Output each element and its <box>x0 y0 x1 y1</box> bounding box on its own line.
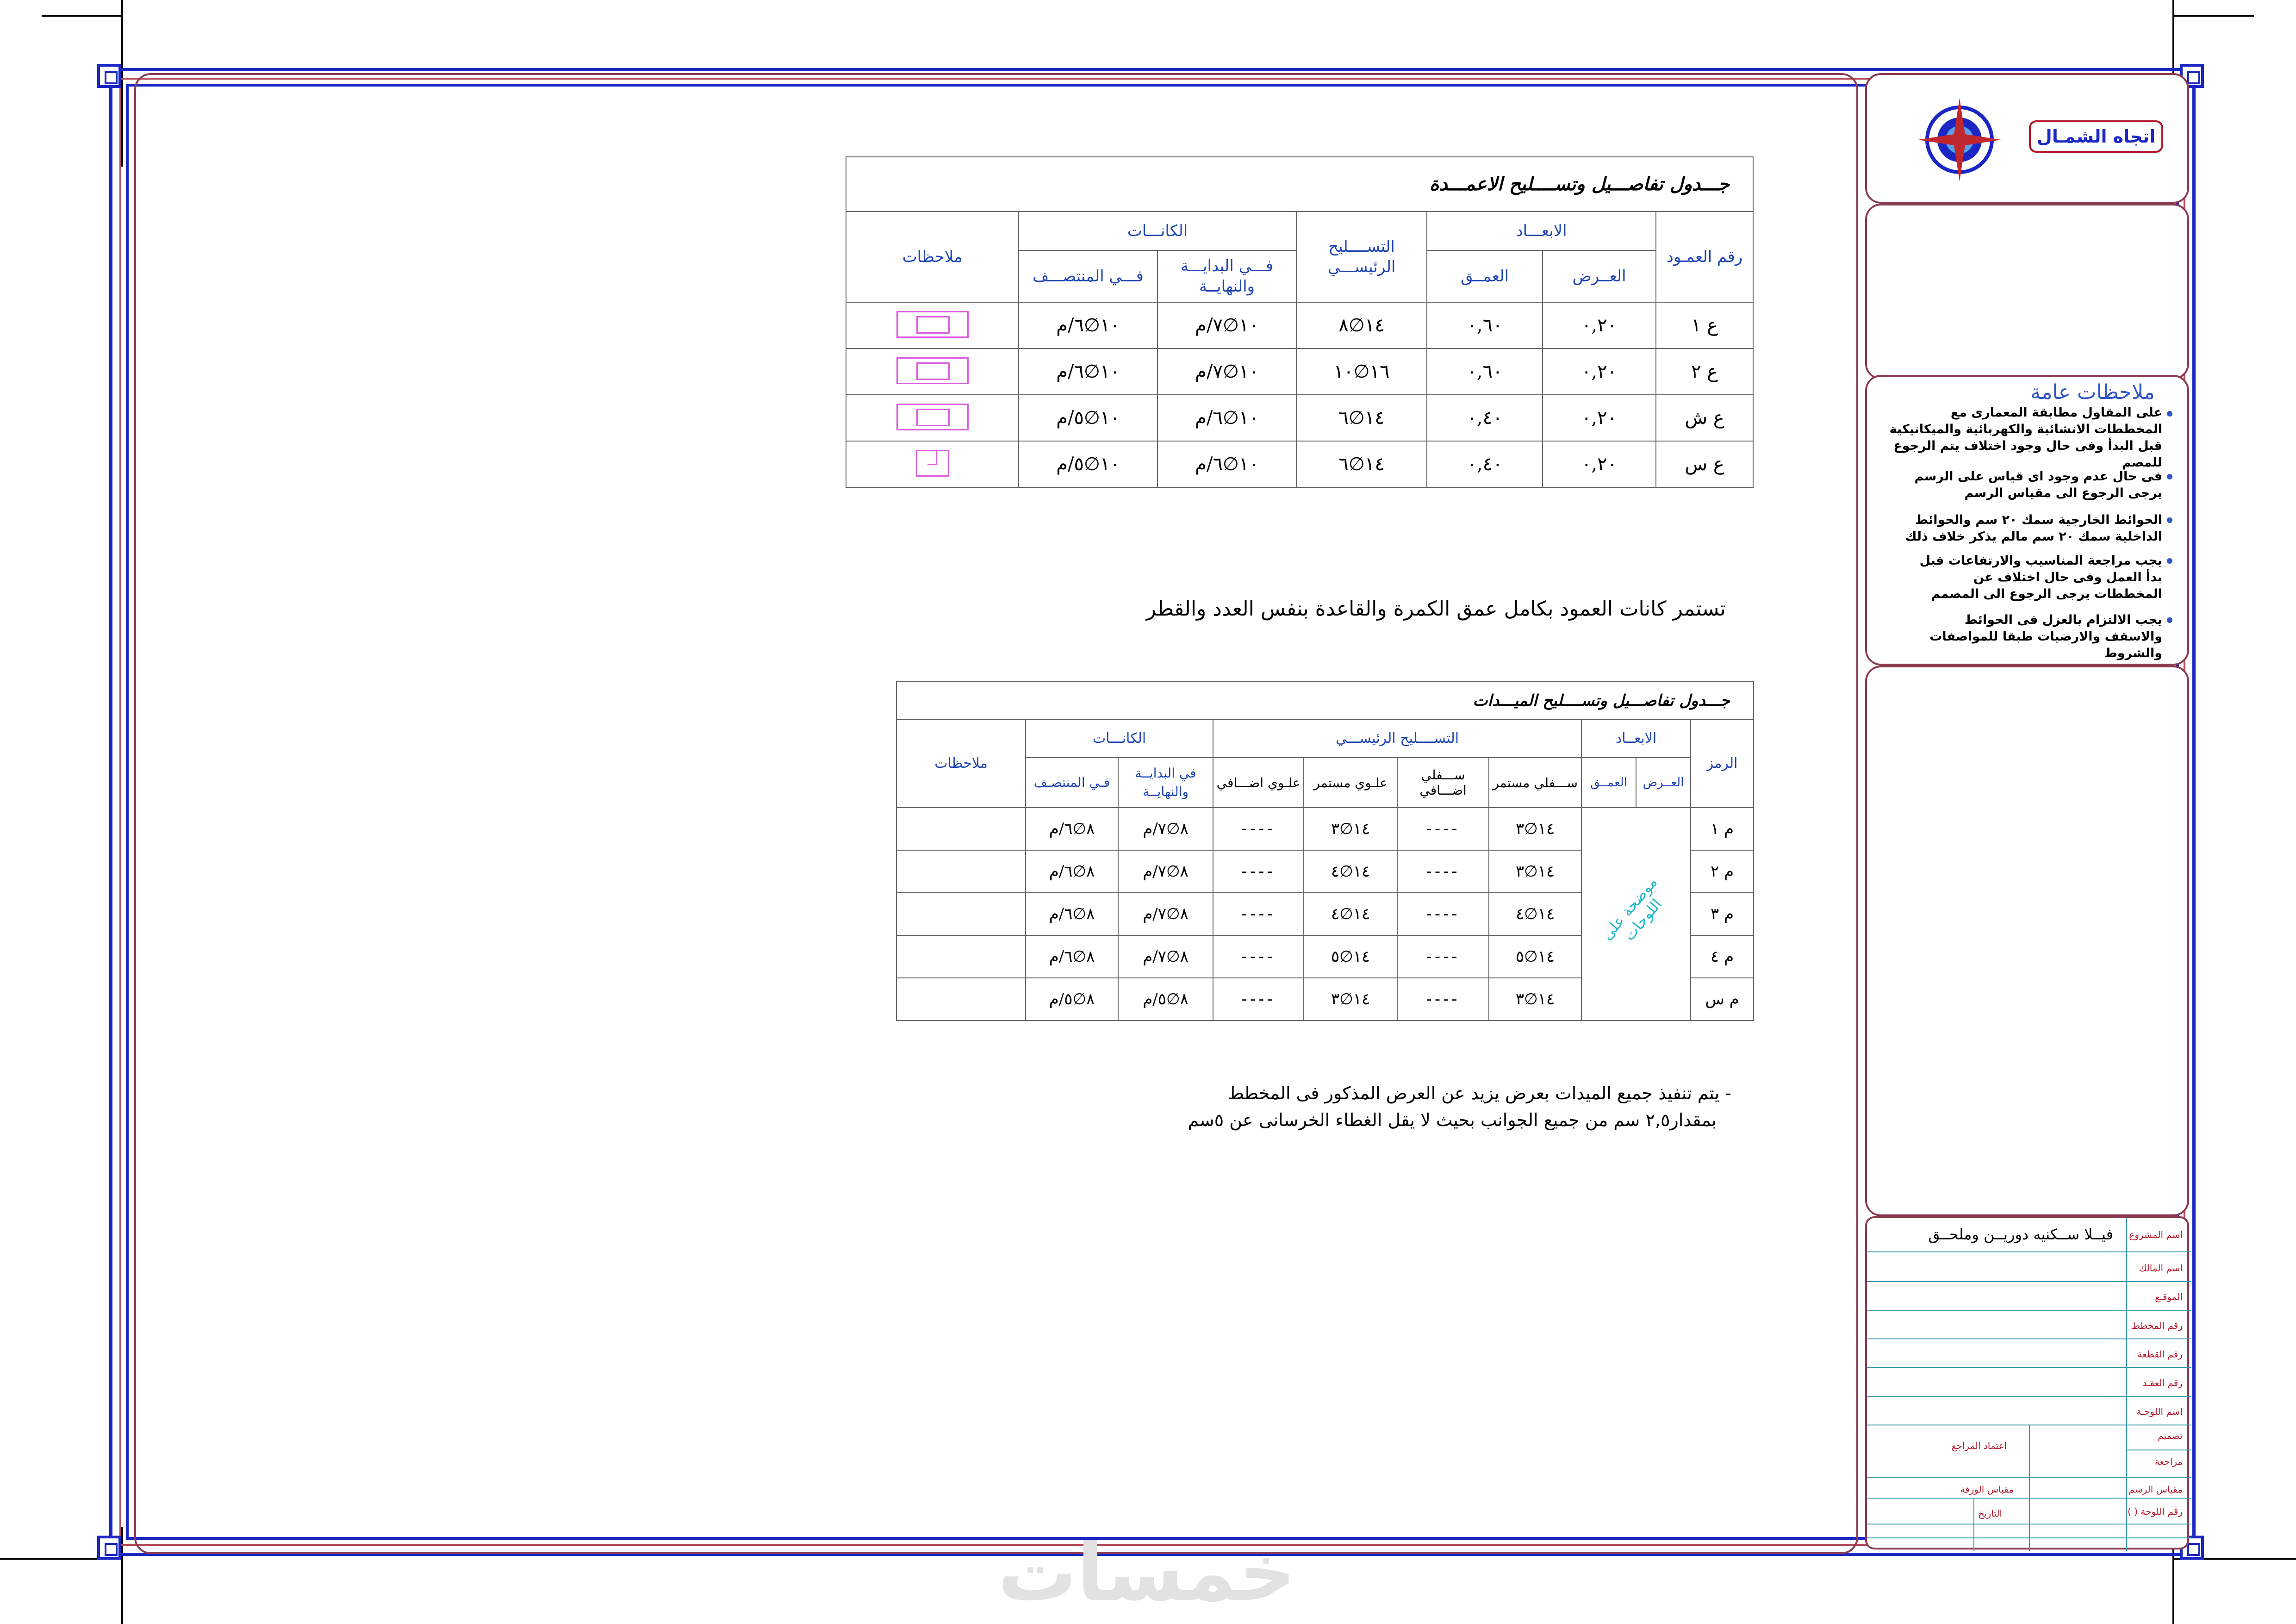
beam-bottom-cont: ١٤∅٣ <box>1489 808 1581 850</box>
tb-project-label: اسم المشروع <box>2129 1229 2183 1240</box>
dimensions-header: الابعـــاد <box>1427 212 1656 250</box>
north-arrow-icon <box>1913 93 2006 186</box>
col-start-end: ١٠∅٧/م <box>1157 348 1296 395</box>
tb-owner-label: اسم المالك <box>2139 1263 2183 1274</box>
beam-bottom-cont: ١٤∅٤ <box>1489 893 1581 935</box>
tb-date-label: التاريخ <box>1978 1508 2002 1519</box>
tb-location-label: الموقـع <box>2155 1291 2183 1302</box>
bullet-icon <box>2167 517 2172 523</box>
col-width: ٠,٢٠ <box>1543 441 1656 487</box>
beam-top-add: ---- <box>1213 850 1304 893</box>
table-row <box>846 348 1753 395</box>
beam-top-add: ---- <box>1213 978 1304 1020</box>
tb-divider <box>1867 1367 2191 1368</box>
tb-paper-scale-label: مقياس الورقة <box>1960 1484 2014 1495</box>
beam-bottom-cont: ١٤∅٥ <box>1489 935 1581 978</box>
width-header: العــرض <box>1543 250 1656 302</box>
beam-id: م ١ <box>1691 808 1754 850</box>
col-width: ٠,٢٠ <box>1543 348 1656 395</box>
title-block <box>1865 1216 2189 1549</box>
general-note-item: فى حال عدم وجود اى قياس على الرسم يرجى الرجوع الى مقياس الرسم <box>1914 469 2162 500</box>
beam-stirrups-header: الكانـــات <box>1026 720 1213 758</box>
symbol-header: الرمز <box>1691 720 1754 808</box>
columns-table <box>846 156 1754 488</box>
col-start-end: ١٠∅٦/م <box>1157 395 1296 441</box>
beam-id: م ٤ <box>1691 935 1754 978</box>
tb-sheet-name-label: اسم اللوحـة <box>2136 1406 2183 1417</box>
col-middle: ١٠∅٥/م <box>1019 441 1157 487</box>
bottom-add-header: ســـفلي اضـــافي <box>1397 758 1489 808</box>
tb-plan-no-label: رقم المخطط <box>2131 1320 2183 1331</box>
col-id: ع س <box>1656 441 1753 487</box>
col-depth: ٠,٦٠ <box>1427 302 1543 348</box>
general-note-item: الحوائط الخارجية سمك ٢٠ سم والحوائط الداخلية سمك ٢٠ سم مالم يذكر خلاف ذلك <box>1905 513 2162 544</box>
col-id: ع ش <box>1656 395 1753 441</box>
beam-note-2: بمقدار٢,٥ سم من جميع الجوانب بحيث لا يقل الغطاء الخرسانى عن ٥سم <box>1188 1110 1717 1130</box>
beam-width-header: العــرض <box>1636 758 1691 808</box>
tb-project-value: فيــلا ســكنيه دوريــن وملحــق <box>1928 1226 2113 1243</box>
tb-design-label: تصميم <box>2158 1430 2183 1441</box>
tb-divider <box>1867 1281 2191 1282</box>
tb-divider <box>2126 1218 2127 1551</box>
columns-table-title: جـــدول تفاصـــيل وتســــليح الاعمـــدة <box>846 157 1753 212</box>
table-row <box>846 302 1753 348</box>
general-notes-list <box>1885 404 2172 664</box>
beam-middle: ٨∅٥/م <box>1026 978 1118 1020</box>
beam-top-cont: ١٤∅٤ <box>1304 850 1397 893</box>
beam-top-cont: ١٤∅٣ <box>1304 808 1397 850</box>
general-notes-box <box>1865 375 2189 666</box>
beam-start-end: ٨∅٧/م <box>1118 935 1213 978</box>
col-width: ٠,٢٠ <box>1543 395 1656 441</box>
table-row <box>896 808 1754 850</box>
col-main: ١٤∅٦ <box>1296 395 1427 441</box>
tb-scale-label: مقياس الرسم <box>2128 1484 2183 1495</box>
tb-contract-no-label: رقم العقـد <box>2142 1377 2183 1388</box>
col-middle: ١٠∅٦/م <box>1019 348 1157 395</box>
col-section-icon <box>846 441 1019 487</box>
trim-line <box>2174 15 2254 17</box>
beam-start-end: ٨∅٧/م <box>1118 893 1213 935</box>
trim-line <box>42 15 121 17</box>
col-id: ع ٢ <box>1656 348 1753 395</box>
tb-review-label: مراجعة <box>2154 1456 2183 1467</box>
beam-top-add: ---- <box>1213 935 1304 978</box>
beam-notes-cell <box>896 978 1026 1020</box>
beams-table-title: جـــدول تفاصـــيل وتســــليح الميـــدات <box>896 682 1754 720</box>
bullet-icon <box>2167 411 2172 417</box>
col-width: ٠,٢٠ <box>1543 302 1656 348</box>
beam-notes-cell <box>896 893 1026 935</box>
beam-bottom-add: ---- <box>1397 978 1489 1020</box>
beam-top-cont: ١٤∅٥ <box>1304 935 1397 978</box>
notes-header: ملاحظات <box>846 212 1019 302</box>
beam-dimensions-header: الابعــاد <box>1581 720 1691 758</box>
beam-top-cont: ١٤∅٣ <box>1304 978 1397 1020</box>
beam-notes-cell <box>896 935 1026 978</box>
general-notes-title: ملاحظات عامة <box>2030 380 2155 404</box>
beam-depth-header: العمــق <box>1581 758 1636 808</box>
beam-middle: ٨∅٦/م <box>1026 935 1118 978</box>
beam-notes-header: ملاحظات <box>896 720 1026 808</box>
col-depth: ٠,٤٠ <box>1427 395 1543 441</box>
north-arrow-box <box>1865 73 2189 204</box>
frame-corner <box>97 64 121 88</box>
tb-plot-no-label: رقم القطعة <box>2137 1349 2183 1360</box>
beam-notes-cell <box>896 850 1026 893</box>
col-main: ١٤∅٦ <box>1296 441 1427 487</box>
beam-bottom-add: ---- <box>1397 935 1489 978</box>
beam-middle: ٨∅٦/م <box>1026 808 1118 850</box>
tb-divider <box>1867 1396 2191 1397</box>
stirrups-header: الكانـــات <box>1019 212 1296 250</box>
tb-divider <box>1867 1310 2191 1311</box>
beam-bottom-cont: ١٤∅٣ <box>1489 850 1581 893</box>
beam-top-cont: ١٤∅٤ <box>1304 893 1397 935</box>
top-cont-header: علـوي مستمر <box>1304 758 1397 808</box>
col-section-icon <box>846 302 1019 348</box>
col-id: ع ١ <box>1656 302 1753 348</box>
stamp-box <box>1865 204 2189 380</box>
frame-corner <box>97 1536 121 1560</box>
beam-main-reinf-header: التســــليح الرئيســـي <box>1213 720 1581 758</box>
beam-dims-note-text: موضحة على اللوحات <box>1598 873 1666 944</box>
north-label: اتجاه الشمـال <box>2036 126 2156 147</box>
col-middle: ١٠∅٥/م <box>1019 395 1157 441</box>
tb-divider <box>1867 1338 2191 1339</box>
beam-id: م ٣ <box>1691 893 1754 935</box>
col-middle: ١٠∅٦/م <box>1019 302 1157 348</box>
tb-divider <box>2029 1425 2030 1551</box>
beam-note-1: - يتم تنفيذ جميع الميدات بعرض يزيد عن العرض المذكور فى المخطط <box>1227 1083 1731 1103</box>
main-reinf-header: التســــليح الرئيســـي <box>1296 212 1427 302</box>
beam-start-end: ٨∅٧/م <box>1118 850 1213 893</box>
beam-top-add: ---- <box>1213 808 1304 850</box>
general-note-item: يجب الالتزام بالعزل فى الحوائط والاسقف والارضيات طبقا للمواصفات والشروط <box>1929 613 2162 660</box>
beam-bottom-cont: ١٤∅٣ <box>1489 978 1581 1020</box>
beam-id: م س <box>1691 978 1754 1020</box>
col-main: ١٦∅١٠ <box>1296 348 1427 395</box>
table-row <box>846 395 1753 441</box>
north-label-box <box>2029 120 2163 153</box>
tb-divider <box>1867 1537 2191 1538</box>
beam-id: م ٢ <box>1691 850 1754 893</box>
tb-sheet-no-label: رقم اللوحة ( ) <box>2128 1506 2183 1517</box>
tb-divider <box>1973 1498 1974 1551</box>
general-note-item: على المقاول مطابقة المعمارى مع المخططات الانشائية والكهربائية والميكانيكية قبل البدأ وفى حال وجود اختلاف يتم الرجوع للمصم <box>1889 405 2162 470</box>
col-start-end: ١٠∅٧/م <box>1157 302 1296 348</box>
column-note: تستمر كانات العمود بكامل عمق الكمرة والقاعدة بنفس العدد والقطر <box>1146 597 1726 621</box>
bullet-icon <box>2167 474 2172 479</box>
col-main: ١٤∅٨ <box>1296 302 1427 348</box>
beam-bottom-add: ---- <box>1397 893 1489 935</box>
beam-bottom-add: ---- <box>1397 850 1489 893</box>
beams-table <box>896 681 1754 1021</box>
beam-dims-note <box>1581 808 1691 1020</box>
beam-middle: ٨∅٦/م <box>1026 893 1118 935</box>
table-row <box>846 441 1753 487</box>
col-section-icon <box>846 395 1019 441</box>
beam-top-add: ---- <box>1213 893 1304 935</box>
bullet-icon <box>2167 617 2172 623</box>
beam-bottom-add: ---- <box>1397 808 1489 850</box>
beam-start-end: ٨∅٥/م <box>1118 978 1213 1020</box>
col-section-icon <box>846 348 1019 395</box>
tb-divider <box>1867 1251 2191 1252</box>
beam-middle-header: فـي المنتصـف <box>1026 758 1118 808</box>
col-start-end: ١٠∅٦/م <box>1157 441 1296 487</box>
beam-middle: ٨∅٦/م <box>1026 850 1118 893</box>
start-end-header: فـــي البدايـــة والنهايــة <box>1157 250 1296 302</box>
top-add-header: علـوي اضـــافي <box>1213 758 1304 808</box>
middle-header: فـــي المنتصـــف <box>1019 250 1157 302</box>
beam-start-end-header: في البدايــة والنهايــة <box>1118 758 1213 808</box>
depth-header: العمــق <box>1427 250 1543 302</box>
bullet-icon <box>2167 558 2172 564</box>
tb-reviewer-approval-label: اعتماد المراجع <box>1951 1440 2007 1451</box>
blank-box <box>1865 666 2189 1216</box>
general-note-item: يجب مراجعة المناسيب والارتفاعات قبل بدأ العمل وفى حال اختلاف عن المخططات يرجى الرجوع الى المصمم <box>1919 554 2162 601</box>
col-depth: ٠,٦٠ <box>1427 348 1543 395</box>
bottom-cont-header: ســـفلي مستمر <box>1489 758 1581 808</box>
beam-notes-cell <box>896 808 1026 850</box>
watermark: خمسات <box>997 1527 1296 1619</box>
beam-start-end: ٨∅٧/م <box>1118 808 1213 850</box>
col-depth: ٠,٤٠ <box>1427 441 1543 487</box>
col-no-header: رقم العمـود <box>1656 212 1753 302</box>
